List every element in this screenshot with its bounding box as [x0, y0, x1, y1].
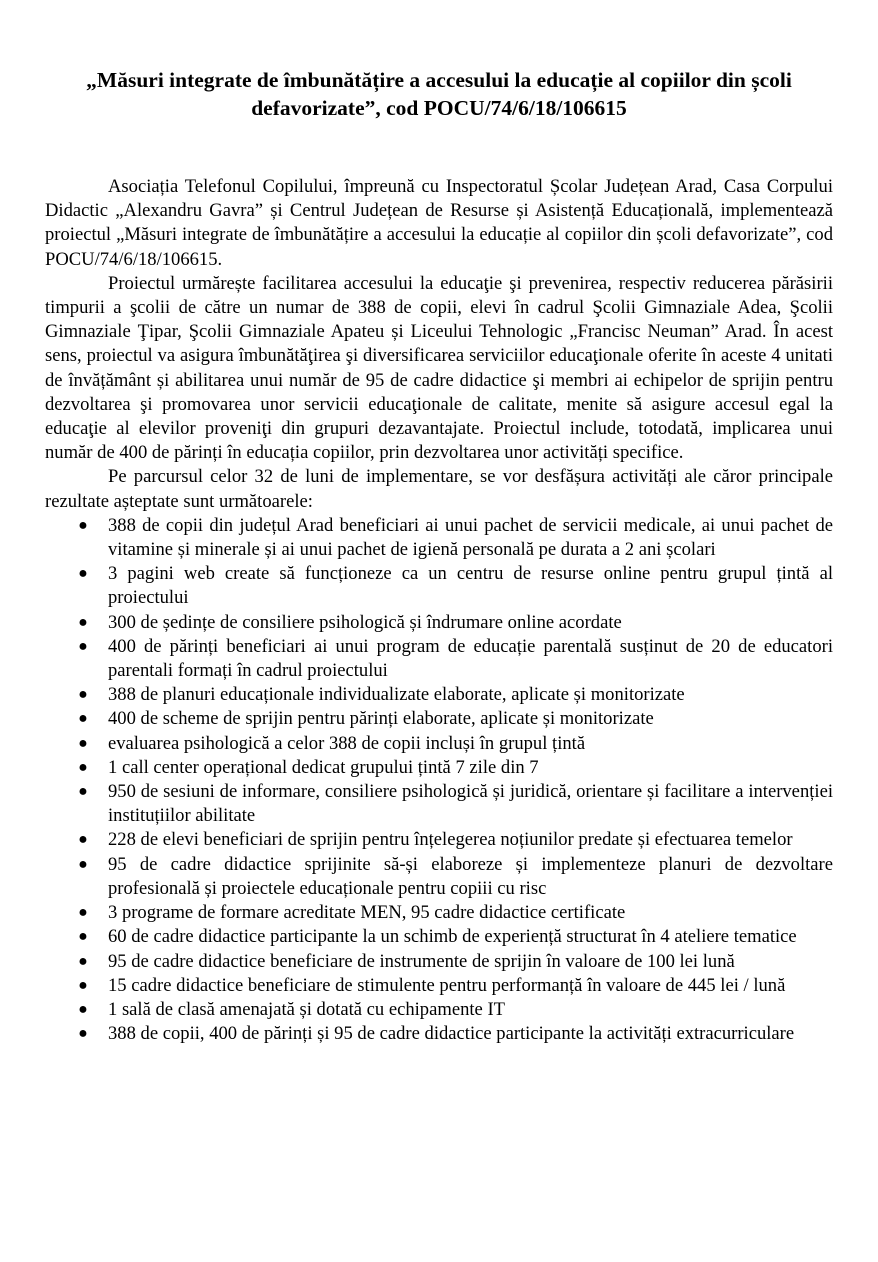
result-text: 388 de planuri educaționale individualizate elaborate, aplicate și monitorizate — [108, 684, 685, 706]
result-list-item — [45, 611, 833, 635]
bullet-icon: ● — [78, 613, 88, 631]
result-list-item — [45, 683, 833, 707]
result-text: 1 sală de clasă amenajată și dotată cu echipamente IT — [108, 998, 505, 1020]
result-list-item — [45, 707, 833, 731]
result-list-item — [45, 780, 833, 828]
result-text: 388 de copii din județul Arad beneficiari ai unui pachet de servicii medicale, ai unui pachet de vitamine și minerale și ai unui pachet de igienă personală pe durata a 2 ani școlari — [108, 514, 833, 561]
bullet-icon: ● — [78, 783, 88, 801]
result-list-item — [45, 732, 833, 756]
bullet-icon: ● — [78, 637, 88, 655]
document-body — [45, 175, 833, 1046]
result-list-item — [45, 925, 833, 949]
bullet-icon: ● — [78, 928, 88, 946]
result-text: 300 de ședințe de consiliere psihologică și îndrumare online acordate — [108, 611, 622, 633]
result-text: 1 call center operațional dedicat grupului țintă 7 zile din 7 — [108, 756, 539, 778]
result-list-item — [45, 853, 833, 901]
results-intro-paragraph: Pe parcursul celor 32 de luni de implementare, se vor desfășura activități ale căror principale rezultate așteptate sunt următoarele: — [45, 466, 833, 512]
result-list-item — [45, 635, 833, 683]
bullet-icon: ● — [78, 710, 88, 728]
bullet-icon: ● — [78, 565, 88, 583]
result-list-item — [45, 1022, 833, 1046]
bullet-icon: ● — [78, 831, 88, 849]
intro-paragraph: Asociația Telefonul Copilului, împreună cu Inspectoratul Școlar Județean Arad, Casa Corpului Didactic „Alexandru Gavra” și Centrul Județean de Resurse și Asistență Educațională, implementează proiectul „Măsuri integrate de îmbunătățire a accesului la educație al copiilor din școli defavorizate”, cod POCU/74/6/18/106615. — [45, 176, 833, 270]
result-text: 388 de copii, 400 de părinți și 95 de cadre didactice participante la activități extracurriculare — [108, 1023, 795, 1045]
bullet-icon: ● — [78, 1025, 88, 1043]
result-list-item — [45, 514, 833, 562]
result-text: 95 de cadre didactice beneficiare de instrumente de sprijin în valoare de 100 lei lună — [108, 950, 735, 972]
project-description-paragraph: Proiectul urmărește facilitarea accesului la educaţie şi prevenirea, respectiv reducerea părăsirii timpurii a şcolii de către un numar de 388 de copii, elevi în cadrul Şcolii Gimnaziale Adea, Şcolii Gimnaziale Ţipar, Şcolii Gimnaziale Apateu și Liceului Tehnologic „Francisc Neuman” Arad. În acest sens, proiectul va asigura îmbunătăţirea şi diversificarea serviciilor educaţionale oferite în aceste 4 unitati de învățământ și abilitarea unui număr de 95 de cadre didactice şi membri ai echipelor de sprijin pentru dezvoltarea şi promovarea unor servicii educaţionale de calitate, menite să asigure accesul egal la educaţie al elevilor proveniţi din grupuri dezavantajate. Proiectul include, totodată, implicarea unui număr de 400 de părinți în educația copiilor, prin dezvoltarea unor activități specifice. — [45, 272, 833, 464]
document-title: „Măsuri integrate de îmbunătățire a accesului la educație al copiilor din școli defavorizate”, cod POCU/74/6/18/106615 — [86, 68, 792, 120]
result-text: 3 pagini web create să funcționeze ca un centru de resurse online pentru grupul țintă al proiectului — [108, 563, 833, 609]
result-list-item — [45, 998, 833, 1022]
bullet-icon: ● — [78, 855, 88, 873]
result-list-item — [45, 974, 833, 998]
bullet-icon: ● — [78, 976, 88, 994]
result-text: evaluarea psihologică a celor 388 de copii incluși în grupul țintă — [108, 732, 586, 754]
result-text: 15 cadre didactice beneficiare de stimulente pentru performanță în valoare de 445 lei / lună — [108, 974, 786, 996]
result-text: 950 de sesiuni de informare, consiliere psihologică și juridică, orientare și facilitare a intervenției instituțiilor abilitate — [108, 781, 833, 827]
result-text: 400 de scheme de sprijin pentru părinți elaborate, aplicate și monitorizate — [108, 708, 654, 730]
result-list-item — [45, 562, 833, 610]
bullet-icon: ● — [78, 758, 88, 776]
result-text: 228 de elevi beneficiari de sprijin pentru înțelegerea noțiunilor predate și efectuarea temelor — [108, 829, 793, 851]
bullet-icon: ● — [78, 952, 88, 970]
result-list-item — [45, 901, 833, 925]
result-list-item — [45, 756, 833, 780]
result-list-item — [45, 828, 833, 852]
results-list — [45, 514, 833, 1046]
bullet-icon: ● — [78, 1000, 88, 1018]
bullet-icon: ● — [78, 516, 88, 534]
result-text: 60 de cadre didactice participante la un schimb de experiență structurat în 4 ateliere tematice — [108, 926, 797, 948]
result-text: 3 programe de formare acreditate MEN, 95 cadre didactice certificate — [108, 902, 626, 924]
result-list-item — [45, 950, 833, 974]
result-text: 95 de cadre didactice sprijinite să-și elaboreze și implementeze planuri de dezvoltare profesională și proiectele educaționale pentru copiii cu risc — [108, 853, 833, 899]
bullet-icon: ● — [78, 686, 88, 704]
bullet-icon: ● — [78, 904, 88, 922]
bullet-icon: ● — [78, 734, 88, 752]
result-text: 400 de părinți beneficiari ai unui program de educație parentală susținut de 20 de educatori parentali formați în cadrul proiectului — [108, 635, 833, 682]
